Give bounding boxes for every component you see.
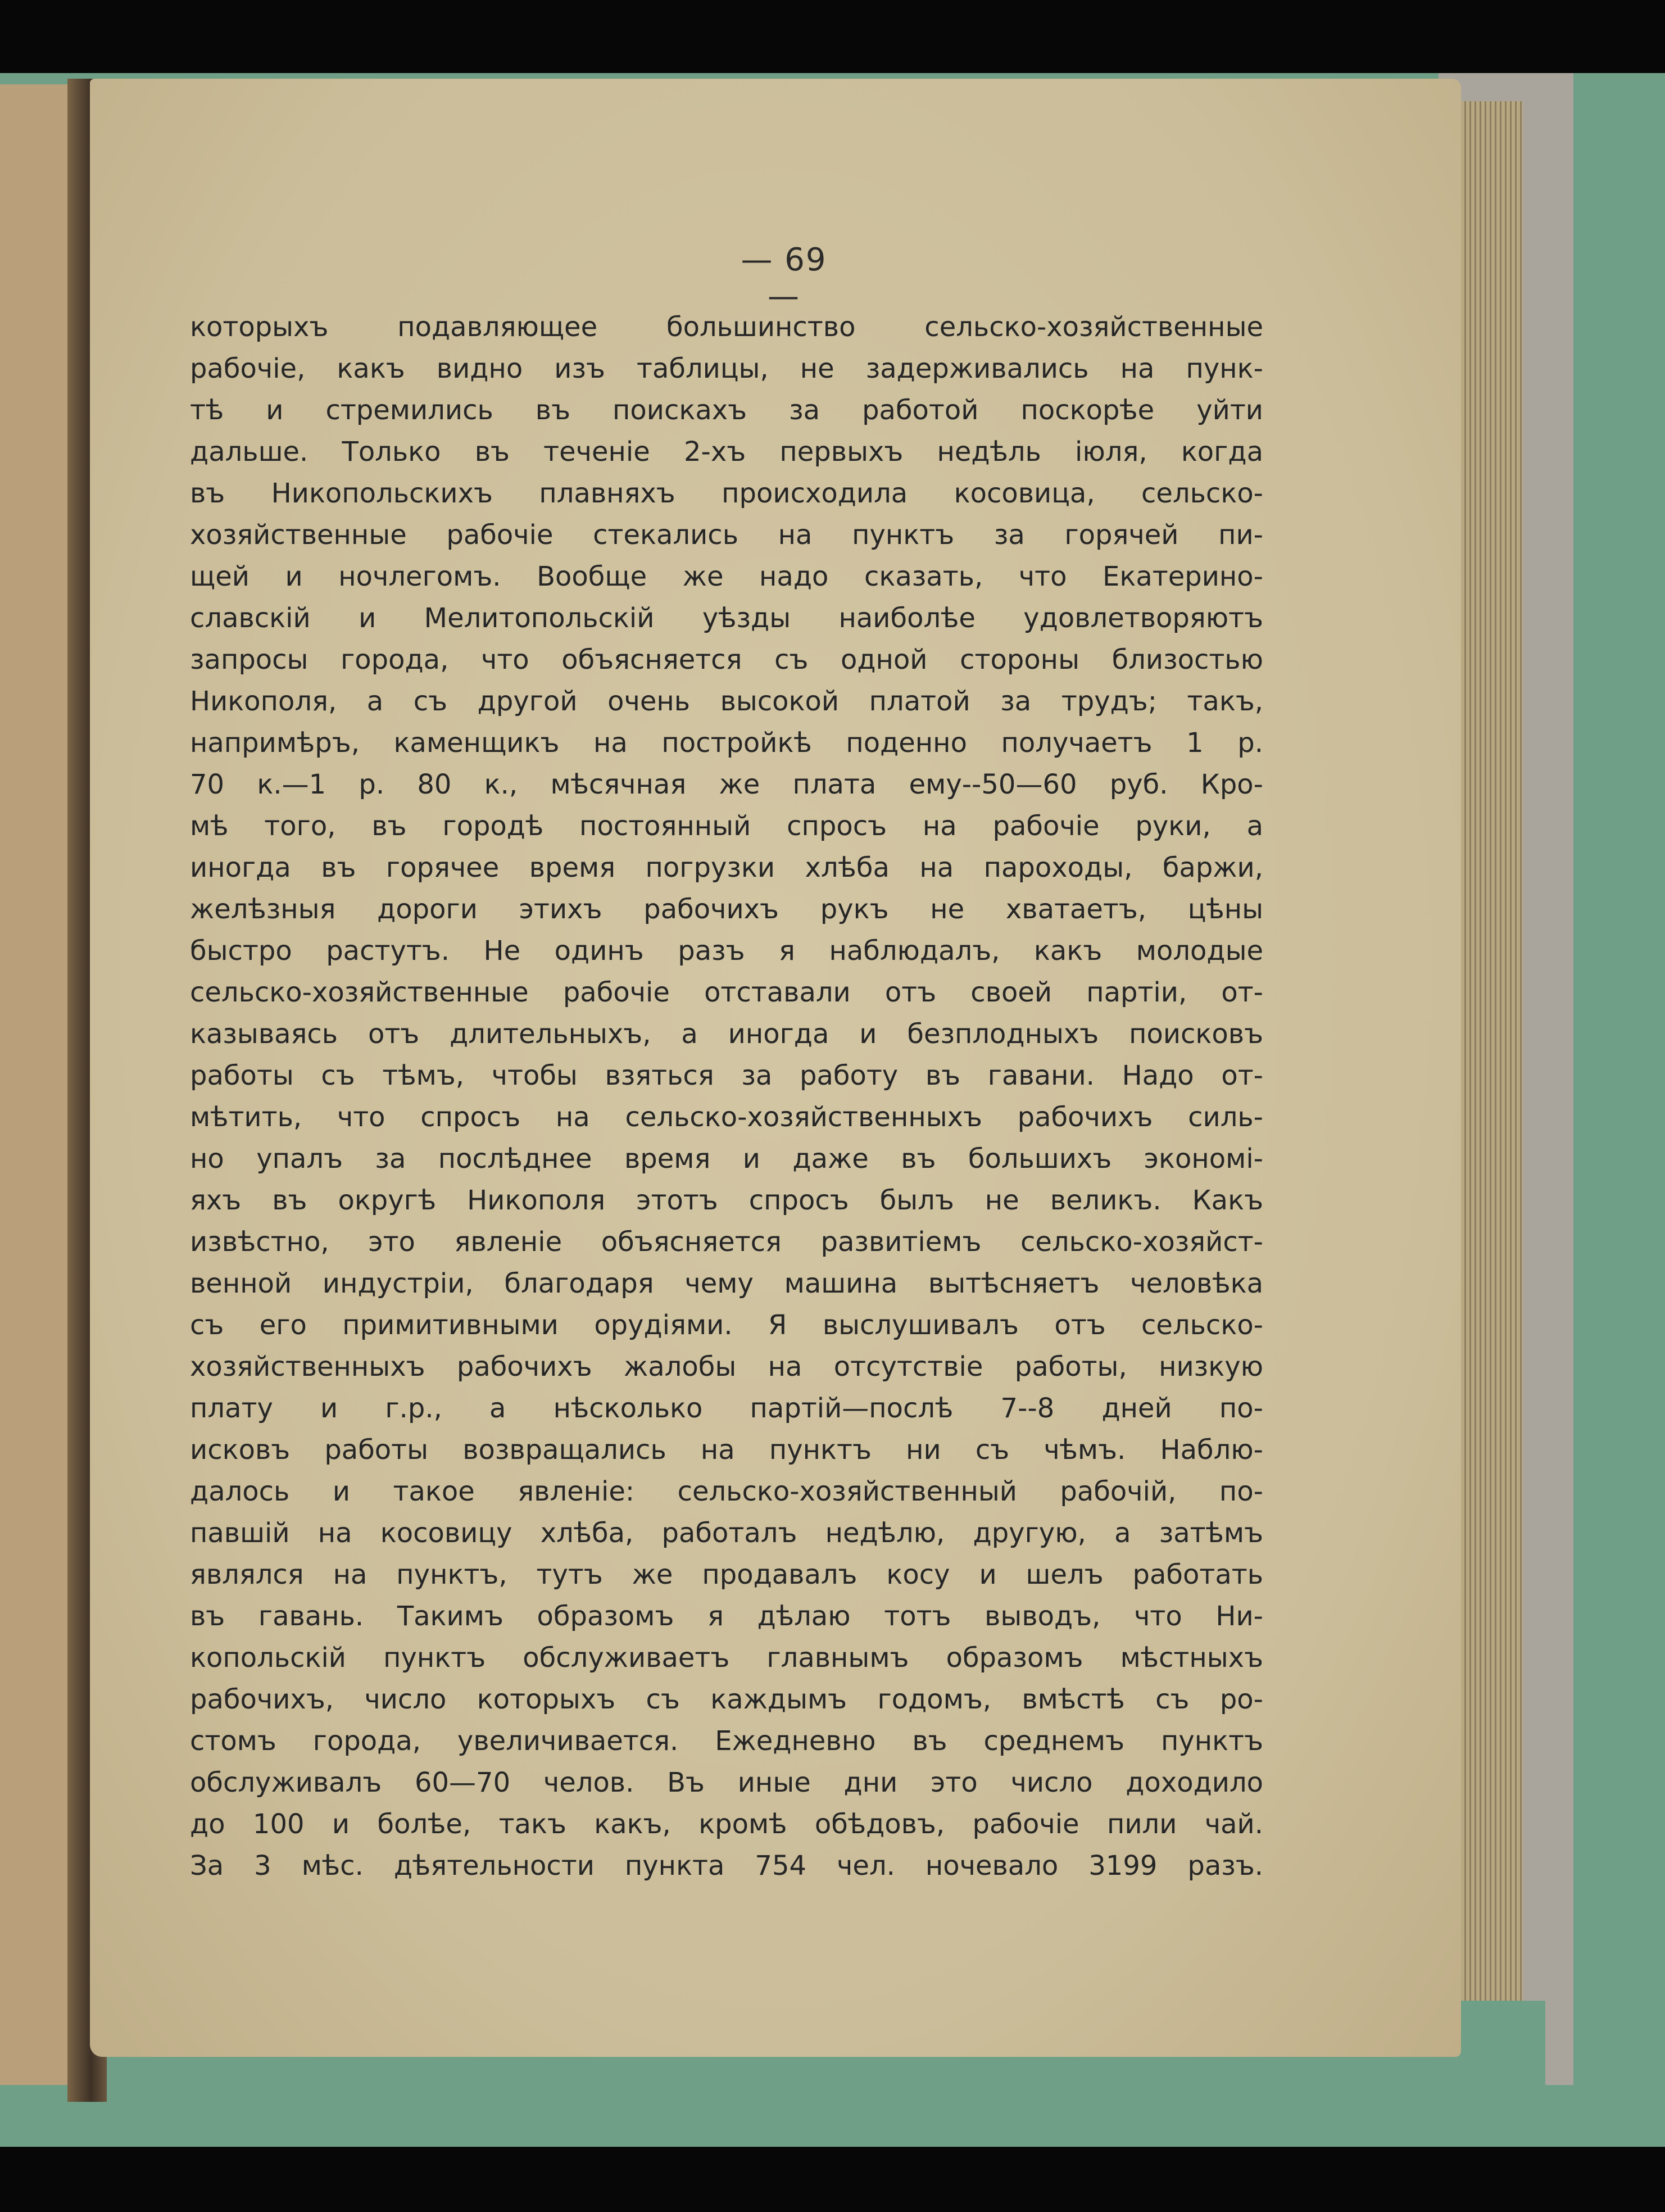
text-line: извѣстно, это явленіе объясняется развитіемъ сельско-хозяйст- [190,1226,1263,1258]
text-line: рабочіе, какъ видно изъ таблицы, не задерживались на пунк- [190,353,1263,384]
text-line: напримѣръ, каменщикъ на постройкѣ поденно получаетъ 1 р. [190,727,1263,759]
book-page [90,79,1461,2057]
text-line: которыхъ подавляющее большинство сельско-хозяйственные [190,311,1263,343]
text-line: далось и такое явленіе: сельско-хозяйственный рабочій, по- [190,1476,1263,1507]
text-line: щей и ночлегомъ. Вообще же надо сказать, что Екатерино- [190,561,1263,592]
text-line: работы съ тѣмъ, чтобы взяться за работу въ гавани. Надо от- [190,1060,1263,1091]
text-line: съ его примитивными орудіями. Я выслушивалъ отъ сельско- [190,1309,1263,1341]
text-line: 70 к.—1 р. 80 к., мѣсячная же плата ему--50—60 руб. Кро- [190,769,1263,800]
text-line: стомъ города, увеличивается. Ежедневно въ среднемъ пунктъ [190,1725,1263,1757]
text-line: яхъ въ округѣ Никополя этотъ спросъ былъ не великъ. Какъ [190,1185,1263,1216]
text-line: хозяйственныхъ рабочихъ жалобы на отсутствіе работы, низкую [190,1351,1263,1382]
text-line: до 100 и болѣе, такъ какъ, кромѣ обѣдовъ, рабочіе пили чай. [190,1808,1263,1840]
text-line: плату и г.р., а нѣсколько партій—послѣ 7--8 дней по- [190,1393,1263,1424]
text-line: мѣ того, въ городѣ постоянный спросъ на рабочіе руки, а [190,810,1263,842]
text-line: дальше. Только въ теченіе 2-хъ первыхъ недѣль іюля, когда [190,436,1263,468]
text-line: венной индустріи, благодаря чему машина вытѣсняетъ человѣка [190,1268,1263,1299]
text-line: но упалъ за послѣднее время и даже въ большихъ экономі- [190,1143,1263,1175]
text-line: исковъ работы возвращались на пунктъ ни съ чѣмъ. Наблю- [190,1434,1263,1466]
text-line: мѣтить, что спросъ на сельско-хозяйственныхъ рабочихъ силь- [190,1102,1263,1133]
text-line: хозяйственные рабочіе стекались на пунктъ за горячей пи- [190,519,1263,551]
text-line: казываясь отъ длительныхъ, а иногда и безплодныхъ поисковъ [190,1018,1263,1050]
text-line: За 3 мѣс. дѣятельности пункта 754 чел. ночевало 3199 разъ. [190,1850,1263,1882]
text-line: въ гавань. Такимъ образомъ я дѣлаю тотъ выводъ, что Ни- [190,1601,1263,1632]
page-stack-edge [1461,101,1523,2012]
text-line: славскій и Мелитопольскій уѣзды наиболѣе удовлетворяютъ [190,602,1263,634]
text-line: копольскій пунктъ обслуживаетъ главнымъ образомъ мѣстныхъ [190,1642,1263,1674]
text-line: павшій на косовицу хлѣба, работалъ недѣлю, другую, а затѣмъ [190,1517,1263,1549]
text-line: въ Никопольскихъ плавняхъ происходила косовица, сельско- [190,478,1263,509]
text-line: сельско-хозяйственные рабочіе отставали отъ своей партіи, от- [190,977,1263,1008]
text-line: тѣ и стремились въ поискахъ за работой поскорѣе уйти [190,395,1263,426]
page-number: — 69 — [741,242,827,315]
text-line: обслуживалъ 60—70 челов. Въ иные дни это число доходило [190,1767,1263,1798]
text-line: иногда въ горячее время погрузки хлѣба на пароходы, баржи, [190,852,1263,883]
text-line: рабочихъ, число которыхъ съ каждымъ годомъ, вмѣстѣ съ ро- [190,1684,1263,1715]
body-text [190,306,1263,1887]
text-line: Никополя, а съ другой очень высокой платой за трудъ; такъ, [190,686,1263,717]
text-line: запросы города, что объясняется съ одной стороны близостью [190,644,1263,676]
text-line: являлся на пунктъ, тутъ же продавалъ косу и шелъ работать [190,1559,1263,1590]
text-line: быстро растутъ. Не одинъ разъ я наблюдалъ, какъ молодые [190,935,1263,967]
text-line: желѣзныя дороги этихъ рабочихъ рукъ не хватаетъ, цѣны [190,894,1263,925]
